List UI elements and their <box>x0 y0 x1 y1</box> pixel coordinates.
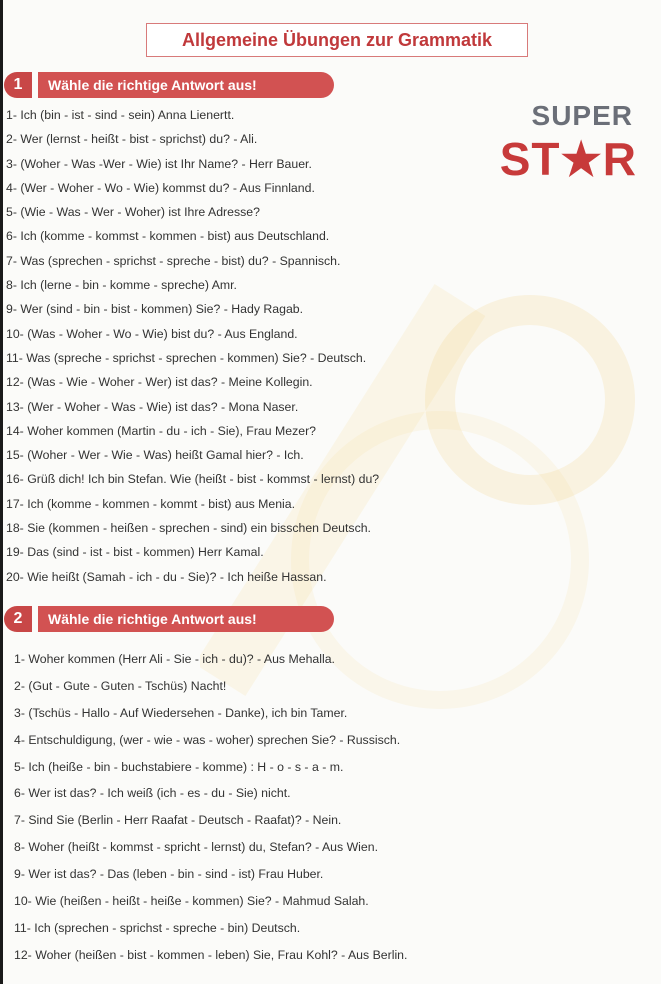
section-1-label: Wähle die richtige Antwort aus! <box>38 72 334 98</box>
exercise-item: 5- Ich (heiße - bin - buchstabiere - komme) : H - o - s - a - m. <box>14 759 344 774</box>
exercise-item: 12- (Was - Wie - Woher - Wer) ist das? - Meine Kollegin. <box>6 375 313 390</box>
exercise-item: 3- (Woher - Was -Wer - Wie) ist Ihr Name? - Herr Bauer. <box>6 156 312 171</box>
section-1-header <box>4 72 334 98</box>
exercise-item: 6- Ich (komme - kommst - kommen - bist) aus Deutschland. <box>6 229 330 244</box>
exercise-item: 1- Ich (bin - ist - sind - sein) Anna Lienertt. <box>6 108 235 122</box>
exercise-item: 9- Wer (sind - bin - bist - kommen) Sie? - Hady Ragab. <box>6 302 304 317</box>
exercise-item: 4- (Wer - Woher - Wo - Wie) kommst du? - Aus Finnland. <box>6 180 315 195</box>
exercise-item: 10- Wie (heißen - heißt - heiße - kommen) Sie? - Mahmud Salah. <box>14 894 369 909</box>
exercise-item: 9- Wer ist das? - Das (leben - bin - sind - ist) Frau Huber. <box>14 867 324 882</box>
page-title: Allgemeine Übungen zur Grammatik <box>146 23 528 57</box>
exercise-item: 6- Wer ist das? - Ich weiß (ich - es - du - Sie) nicht. <box>14 786 291 801</box>
exercise-item: 5- (Wie - Was - Wer - Woher) ist Ihre Adresse? <box>6 205 260 220</box>
section-1-number: 1 <box>4 72 32 98</box>
exercise-item: 7- Was (sprechen - sprichst - spreche - bist) du? - Spannisch. <box>6 253 341 268</box>
exercise-item: 16- Grüß dich! Ich bin Stefan. Wie (heißt - bist - kommst - lernst) du? <box>6 472 380 487</box>
section-2-label: Wähle die richtige Antwort aus! <box>38 606 334 632</box>
section-1-exercise-list <box>6 103 379 589</box>
exercise-item: 11- Ich (sprechen - sprichst - spreche - bin) Deutsch. <box>14 920 301 935</box>
section-2-header <box>4 606 334 632</box>
exercise-item: 7- Sind Sie (Berlin - Herr Raafat - Deutsch - Raafat)? - Nein. <box>14 813 342 828</box>
exercise-item: 13- (Wer - Woher - Was - Wie) ist das? - Mona Naser. <box>6 399 299 414</box>
page-edge <box>0 0 3 984</box>
exercise-item: 17- Ich (komme - kommen - kommt - bist) aus Menia. <box>6 496 296 511</box>
exercise-item: 20- Wie heißt (Samah - ich - du - Sie)? - Ich heiße Hassan. <box>6 569 327 584</box>
exercise-item: 2- Wer (lernst - heißt - bist - sprichst) du? - Ali. <box>6 132 258 147</box>
exercise-item: 14- Woher kommen (Martin - du - ich - Sie), Frau Mezer? <box>6 423 317 438</box>
exercise-item: 19- Das (sind - ist - bist - kommen) Herr Kamal. <box>6 545 264 560</box>
exercise-item: 12- Woher (heißen - bist - kommen - leben) Sie, Frau Kohl? - Aus Berlin. <box>14 947 408 962</box>
exercise-item: 8- Woher (heißt - kommst - spricht - lernst) du, Stefan? - Aus Wien. <box>14 840 379 855</box>
section-2-exercise-list <box>14 646 407 969</box>
section-2-number: 2 <box>4 606 32 632</box>
exercise-item: 3- (Tschüs - Hallo - Auf Wiedersehen - Danke), ich bin Tamer. <box>14 705 348 720</box>
exercise-item: 11- Was (spreche - sprichst - sprechen - kommen) Sie? - Deutsch. <box>6 350 367 365</box>
exercise-item: 15- (Woher - Wer - Wie - Was) heißt Gamal hier? - Ich. <box>6 448 304 463</box>
exercise-item: 10- (Was - Woher - Wo - Wie) bist du? - Aus England. <box>6 326 298 341</box>
logo-text-super: SUPER <box>531 100 633 131</box>
super-star-logo <box>494 100 639 190</box>
exercise-item: 18- Sie (kommen - heißen - sprechen - sind) ein bisschen Deutsch. <box>6 521 371 536</box>
exercise-item: 8- Ich (lerne - bin - komme - spreche) Amr. <box>6 278 237 293</box>
exercise-item: 4- Entschuldigung, (wer - wie - was - woher) sprechen Sie? - Russisch. <box>14 732 401 747</box>
exercise-item: 2- (Gut - Gute - Guten - Tschüs) Nacht! <box>14 678 227 693</box>
exercise-item: 1- Woher kommen (Herr Ali - Sie - ich - du)? - Aus Mehalla. <box>14 652 335 666</box>
logo-text-star: ST★R <box>499 133 637 185</box>
